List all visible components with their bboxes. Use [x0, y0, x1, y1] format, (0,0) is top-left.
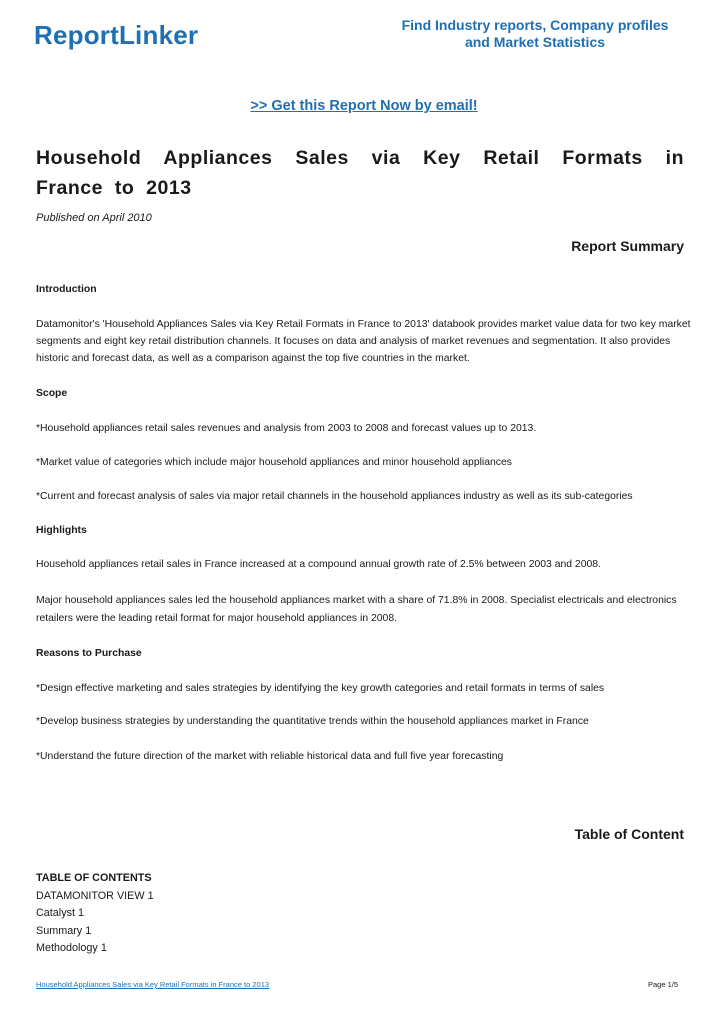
- toc-item: Summary 1: [36, 924, 92, 937]
- scope-item: *Market value of categories which include major household appliances and minor household appliances: [36, 457, 512, 468]
- reason-item: *Develop business strategies by understanding the quantitative trends within the household appliances market in France: [36, 716, 589, 727]
- toc-item: Catalyst 1: [36, 907, 85, 919]
- tagline-line-2: and Market Statistics: [464, 34, 606, 50]
- highlights-heading: Highlights: [36, 525, 87, 536]
- published-date: Published on April 2010: [36, 212, 152, 224]
- reasons-heading: Reasons to Purchase: [36, 648, 142, 659]
- toc-item: DATAMONITOR VIEW 1: [36, 889, 154, 902]
- scope-item: *Current and forecast analysis of sales via major retail channels in the household appliances industry as well as its sub-categories: [36, 491, 633, 502]
- scope-heading: Scope: [36, 388, 68, 399]
- table-of-content-heading: Table of Content: [574, 826, 684, 842]
- highlight-item: Major household appliances sales led the household appliances market with a share of 71.8% in 2008. Specialist electricals and electronics retailers were the leading retail format for major household appliances in 2008.: [36, 595, 677, 624]
- highlight-item: Household appliances retail sales in France increased at a compound annual growth rate of 2.5% between 2003 and 2008.: [36, 559, 601, 570]
- reportlinker-logo[interactable]: ReportLinker: [34, 20, 199, 50]
- report-title: Household Appliances Sales via Key Retail Formats in France to 2013: [36, 147, 684, 199]
- reason-item: *Design effective marketing and sales strategies by identifying the key growth categories and retail formats in terms of sales: [36, 683, 605, 694]
- scope-item: *Household appliances retail sales revenues and analysis from 2003 to 2008 and forecast values up to 2013.: [36, 423, 537, 434]
- footer-report-link[interactable]: Household Appliances Sales via Key Retail Formats in France to 2013: [36, 980, 270, 989]
- toc-item: TABLE OF CONTENTS: [36, 872, 152, 884]
- report-summary-heading: Report Summary: [571, 238, 684, 254]
- header-tagline: [385, 17, 685, 51]
- tagline-line-1: Find Industry reports, Company profiles: [401, 17, 669, 33]
- introduction-heading: Introduction: [36, 284, 97, 295]
- toc-list: [36, 870, 154, 958]
- introduction-text: Datamonitor's 'Household Appliances Sales via Key Retail Formats in France to 2013' databook provides market value data for two key market segments and eight key retail distribution channels. It focuses on data and analysis of market revenues and segmentation. It also provides historic and forecast data, as well as a comparison against the top five countries in the market.: [36, 319, 691, 364]
- page-number: Page 1/5: [647, 980, 678, 989]
- toc-item: Methodology 1: [36, 942, 107, 954]
- get-report-link[interactable]: >> Get this Report Now by email!: [250, 98, 478, 114]
- reason-item: *Understand the future direction of the market with reliable historical data and full five year forecasting: [36, 751, 504, 762]
